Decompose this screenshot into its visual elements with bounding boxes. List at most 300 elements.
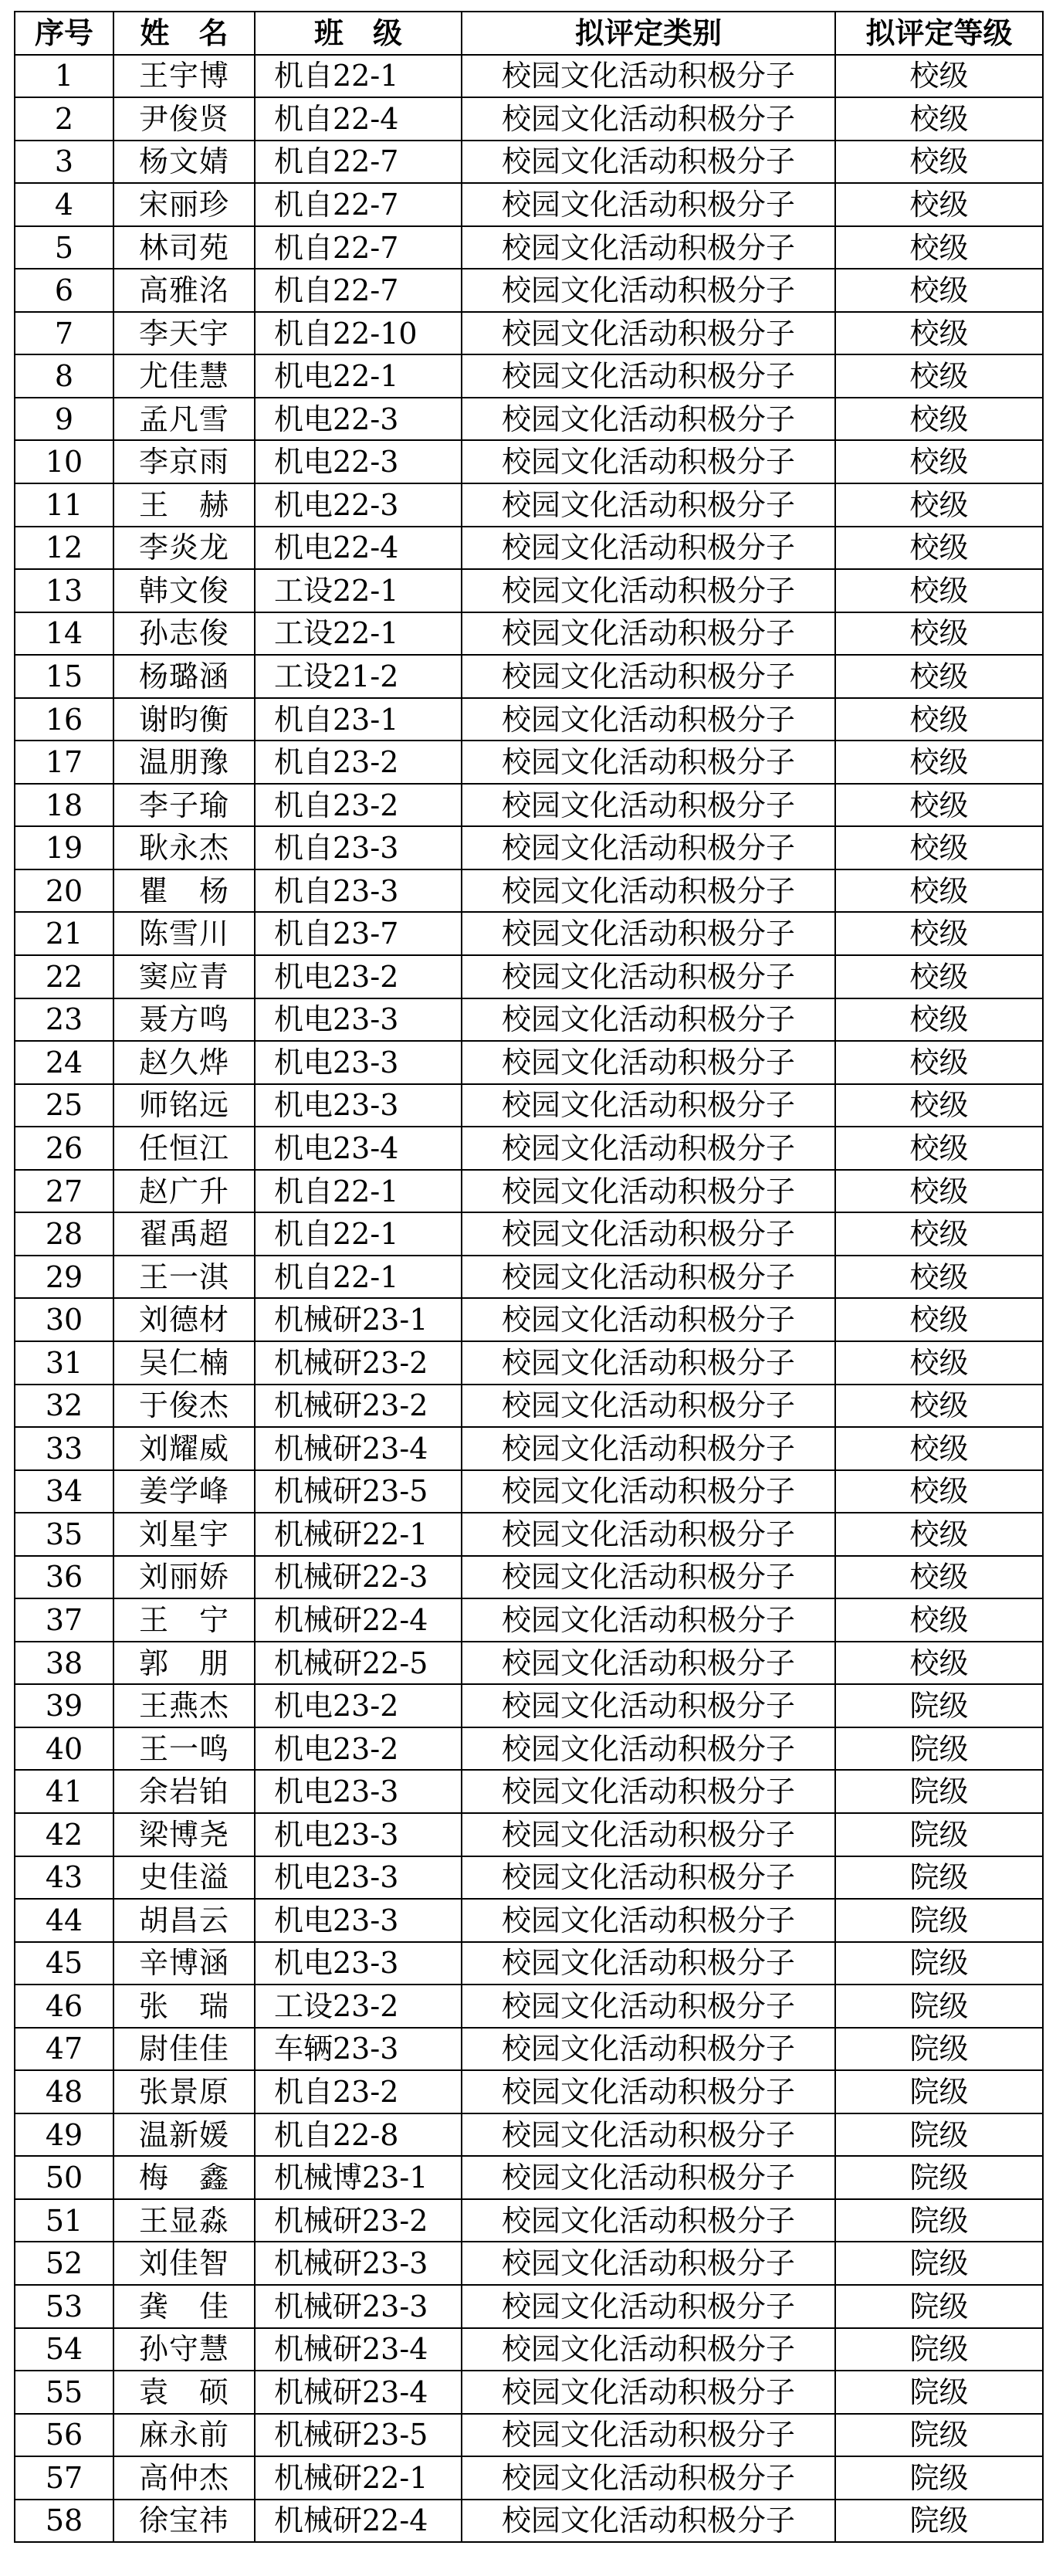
table-body: [15, 55, 1043, 2543]
cell-type: 校园文化活动积极分子: [462, 1427, 835, 1470]
cell-level: 校级: [835, 97, 1043, 141]
table-row: [15, 655, 1043, 698]
cell-no: 22: [15, 955, 113, 998]
cell-level: 校级: [835, 1598, 1043, 1642]
cell-type: 校园文化活动积极分子: [462, 1813, 835, 1856]
table-row: [15, 1770, 1043, 1813]
cell-name: 刘丽娇: [113, 1556, 255, 1599]
cell-name: 李天宇: [113, 312, 255, 355]
cell-no: 16: [15, 698, 113, 741]
cell-no: 1: [15, 55, 113, 98]
cell-no: 51: [15, 2199, 113, 2242]
cell-class: 机自23-7: [255, 912, 462, 955]
cell-no: 35: [15, 1513, 113, 1556]
table-row: [15, 2414, 1043, 2457]
cell-name: 李炎龙: [113, 527, 255, 570]
cell-class: 车辆23-3: [255, 2028, 462, 2071]
cell-no: 58: [15, 2500, 113, 2543]
cell-level: 院级: [835, 2070, 1043, 2113]
cell-name: 谢昀衡: [113, 698, 255, 741]
table-row: [15, 741, 1043, 784]
cell-name: 高雅洺: [113, 269, 255, 312]
cell-level: 院级: [835, 1856, 1043, 1900]
cell-name: 温新媛: [113, 2113, 255, 2157]
table-row: [15, 1427, 1043, 1470]
cell-name: 王燕杰: [113, 1684, 255, 1727]
cell-no: 45: [15, 1942, 113, 1985]
cell-type: 校园文化活动积极分子: [462, 826, 835, 869]
cell-level: 校级: [835, 1513, 1043, 1556]
cell-level: 院级: [835, 1684, 1043, 1727]
cell-no: 53: [15, 2285, 113, 2328]
cell-type: 校园文化活动积极分子: [462, 2371, 835, 2414]
table-row: [15, 1385, 1043, 1428]
cell-level: 院级: [835, 1899, 1043, 1942]
cell-no: 40: [15, 1727, 113, 1771]
cell-type: 校园文化活动积极分子: [462, 1513, 835, 1556]
cell-name: 陈雪川: [113, 912, 255, 955]
cell-no: 15: [15, 655, 113, 698]
table-row: [15, 1556, 1043, 1599]
cell-no: 49: [15, 2113, 113, 2157]
cell-type: 校园文化活动积极分子: [462, 2242, 835, 2285]
table-row: [15, 1170, 1043, 1213]
cell-level: 院级: [835, 1942, 1043, 1985]
cell-type: 校园文化活动积极分子: [462, 2500, 835, 2543]
cell-no: 11: [15, 483, 113, 527]
cell-class: 机械研23-2: [255, 1341, 462, 1385]
cell-no: 38: [15, 1642, 113, 1685]
cell-type: 校园文化活动积极分子: [462, 1856, 835, 1900]
cell-name: 耿永杰: [113, 826, 255, 869]
cell-type: 校园文化活动积极分子: [462, 1470, 835, 1513]
cell-level: 校级: [835, 1427, 1043, 1470]
cell-level: 校级: [835, 869, 1043, 913]
table-row: [15, 1084, 1043, 1127]
table-row: [15, 1813, 1043, 1856]
cell-level: 校级: [835, 226, 1043, 269]
table-row: [15, 2328, 1043, 2371]
cell-no: 12: [15, 527, 113, 570]
cell-type: 校园文化活动积极分子: [462, 569, 835, 612]
cell-class: 机电22-4: [255, 527, 462, 570]
cell-name: 吴仁楠: [113, 1341, 255, 1385]
cell-no: 32: [15, 1385, 113, 1428]
cell-no: 54: [15, 2328, 113, 2371]
cell-name: 聂方鸣: [113, 998, 255, 1042]
cell-level: 院级: [835, 2328, 1043, 2371]
cell-no: 57: [15, 2456, 113, 2500]
cell-type: 校园文化活动积极分子: [462, 141, 835, 184]
cell-no: 10: [15, 440, 113, 483]
cell-no: 47: [15, 2028, 113, 2071]
cell-no: 28: [15, 1212, 113, 1256]
cell-no: 19: [15, 826, 113, 869]
cell-name: 徐宝祎: [113, 2500, 255, 2543]
cell-no: 33: [15, 1427, 113, 1470]
cell-level: 院级: [835, 2500, 1043, 2543]
cell-class: 机械研23-4: [255, 1427, 462, 1470]
table-row: [15, 569, 1043, 612]
cell-no: 4: [15, 183, 113, 226]
cell-class: 机械研23-4: [255, 2371, 462, 2414]
cell-class: 机自23-2: [255, 2070, 462, 2113]
cell-name: 任恒江: [113, 1127, 255, 1170]
cell-no: 5: [15, 226, 113, 269]
cell-type: 校园文化活动积极分子: [462, 2456, 835, 2500]
cell-no: 27: [15, 1170, 113, 1213]
cell-no: 6: [15, 269, 113, 312]
cell-class: 机自23-3: [255, 869, 462, 913]
cell-type: 校园文化活动积极分子: [462, 2156, 835, 2199]
cell-level: 校级: [835, 912, 1043, 955]
cell-class: 机电22-3: [255, 398, 462, 441]
table-row: [15, 440, 1043, 483]
cell-type: 校园文化活动积极分子: [462, 1212, 835, 1256]
cell-no: 52: [15, 2242, 113, 2285]
cell-type: 校园文化活动积极分子: [462, 2028, 835, 2071]
table-row: [15, 55, 1043, 98]
cell-no: 18: [15, 784, 113, 827]
cell-name: 姜学峰: [113, 1470, 255, 1513]
cell-no: 13: [15, 569, 113, 612]
cell-name: 林司苑: [113, 226, 255, 269]
cell-class: 机自22-7: [255, 141, 462, 184]
cell-level: 校级: [835, 612, 1043, 656]
cell-class: 机自23-1: [255, 698, 462, 741]
cell-name: 麻永前: [113, 2414, 255, 2457]
cell-name: 孙志俊: [113, 612, 255, 656]
cell-type: 校园文化活动积极分子: [462, 1684, 835, 1727]
cell-name: 张景原: [113, 2070, 255, 2113]
cell-level: 院级: [835, 2113, 1043, 2157]
cell-class: 机械博23-1: [255, 2156, 462, 2199]
cell-type: 校园文化活动积极分子: [462, 1727, 835, 1771]
table-row: [15, 1298, 1043, 1341]
cell-name: 王 赫: [113, 483, 255, 527]
cell-level: 校级: [835, 826, 1043, 869]
cell-level: 校级: [835, 354, 1043, 398]
cell-type: 校园文化活动积极分子: [462, 1298, 835, 1341]
cell-type: 校园文化活动积极分子: [462, 1985, 835, 2028]
cell-name: 刘耀威: [113, 1427, 255, 1470]
cell-class: 机自22-7: [255, 226, 462, 269]
cell-level: 院级: [835, 2199, 1043, 2242]
cell-level: 院级: [835, 2285, 1043, 2328]
cell-level: 校级: [835, 1470, 1043, 1513]
cell-class: 机电23-3: [255, 1942, 462, 1985]
cell-name: 李京雨: [113, 440, 255, 483]
cell-no: 46: [15, 1985, 113, 2028]
cell-name: 史佳溢: [113, 1856, 255, 1900]
cell-class: 机自22-7: [255, 183, 462, 226]
cell-name: 王宇博: [113, 55, 255, 98]
cell-type: 校园文化活动积极分子: [462, 97, 835, 141]
cell-name: 翟禹超: [113, 1212, 255, 1256]
cell-no: 56: [15, 2414, 113, 2457]
cell-name: 温朋豫: [113, 741, 255, 784]
cell-class: 机械研22-5: [255, 1642, 462, 1685]
roster-table: [14, 11, 1044, 2543]
cell-type: 校园文化活动积极分子: [462, 1556, 835, 1599]
cell-type: 校园文化活动积极分子: [462, 269, 835, 312]
cell-class: 机自23-2: [255, 741, 462, 784]
cell-class: 工设23-2: [255, 1985, 462, 2028]
cell-name: 刘佳智: [113, 2242, 255, 2285]
cell-level: 院级: [835, 2028, 1043, 2071]
cell-level: 院级: [835, 2371, 1043, 2414]
cell-level: 校级: [835, 312, 1043, 355]
cell-level: 院级: [835, 1770, 1043, 1813]
cell-class: 机械研23-1: [255, 1298, 462, 1341]
cell-class: 机电23-3: [255, 1813, 462, 1856]
table-header: [15, 12, 1043, 55]
cell-name: 辛博涵: [113, 1942, 255, 1985]
cell-no: 36: [15, 1556, 113, 1599]
table-row: [15, 1856, 1043, 1900]
cell-level: 校级: [835, 1341, 1043, 1385]
cell-type: 校园文化活动积极分子: [462, 1127, 835, 1170]
table-row: [15, 826, 1043, 869]
cell-name: 宋丽珍: [113, 183, 255, 226]
table-row: [15, 1642, 1043, 1685]
cell-name: 王一鸣: [113, 1727, 255, 1771]
cell-level: 院级: [835, 2242, 1043, 2285]
cell-no: 24: [15, 1041, 113, 1084]
cell-type: 校园文化活动积极分子: [462, 1256, 835, 1299]
table-row: [15, 1212, 1043, 1256]
cell-class: 机自22-1: [255, 1212, 462, 1256]
cell-level: 校级: [835, 569, 1043, 612]
cell-no: 8: [15, 354, 113, 398]
table-row: [15, 955, 1043, 998]
cell-class: 工设21-2: [255, 655, 462, 698]
cell-no: 9: [15, 398, 113, 441]
cell-class: 机自22-10: [255, 312, 462, 355]
cell-name: 龚 佳: [113, 2285, 255, 2328]
cell-level: 校级: [835, 183, 1043, 226]
cell-type: 校园文化活动积极分子: [462, 912, 835, 955]
cell-no: 29: [15, 1256, 113, 1299]
cell-no: 17: [15, 741, 113, 784]
cell-no: 44: [15, 1899, 113, 1942]
cell-level: 校级: [835, 1385, 1043, 1428]
cell-name: 尹俊贤: [113, 97, 255, 141]
cell-name: 尉佳佳: [113, 2028, 255, 2071]
cell-class: 机械研22-4: [255, 2500, 462, 2543]
cell-class: 工设22-1: [255, 612, 462, 656]
table-row: [15, 483, 1043, 527]
cell-level: 校级: [835, 1170, 1043, 1213]
table-row: [15, 1899, 1043, 1942]
cell-type: 校园文化活动积极分子: [462, 2285, 835, 2328]
table-row: [15, 998, 1043, 1042]
table-row: [15, 1985, 1043, 2028]
cell-class: 机械研22-1: [255, 1513, 462, 1556]
cell-name: 韩文俊: [113, 569, 255, 612]
cell-name: 李子瑜: [113, 784, 255, 827]
table-row: [15, 912, 1043, 955]
cell-name: 袁 硕: [113, 2371, 255, 2414]
cell-name: 王一淇: [113, 1256, 255, 1299]
cell-type: 校园文化活动积极分子: [462, 869, 835, 913]
cell-name: 梁博尧: [113, 1813, 255, 1856]
cell-level: 校级: [835, 269, 1043, 312]
table-row: [15, 2456, 1043, 2500]
cell-class: 机自22-1: [255, 55, 462, 98]
cell-name: 杨璐涵: [113, 655, 255, 698]
cell-no: 42: [15, 1813, 113, 1856]
cell-class: 机自22-1: [255, 1256, 462, 1299]
table-row: [15, 1470, 1043, 1513]
cell-name: 高仲杰: [113, 2456, 255, 2500]
cell-type: 校园文化活动积极分子: [462, 226, 835, 269]
cell-level: 校级: [835, 655, 1043, 698]
table-row: [15, 97, 1043, 141]
cell-class: 机电23-2: [255, 1684, 462, 1727]
cell-class: 机械研22-3: [255, 1556, 462, 1599]
cell-name: 窦应青: [113, 955, 255, 998]
cell-name: 尤佳慧: [113, 354, 255, 398]
table-row: [15, 698, 1043, 741]
cell-level: 院级: [835, 2456, 1043, 2500]
cell-class: 机械研22-4: [255, 1598, 462, 1642]
table-row: [15, 1256, 1043, 1299]
cell-type: 校园文化活动积极分子: [462, 1598, 835, 1642]
cell-class: 机电23-3: [255, 1770, 462, 1813]
cell-type: 校园文化活动积极分子: [462, 527, 835, 570]
cell-class: 机械研23-5: [255, 2414, 462, 2457]
cell-level: 校级: [835, 998, 1043, 1042]
table-row: [15, 1127, 1043, 1170]
cell-name: 梅 鑫: [113, 2156, 255, 2199]
cell-class: 机械研23-3: [255, 2242, 462, 2285]
cell-no: 30: [15, 1298, 113, 1341]
cell-name: 赵广升: [113, 1170, 255, 1213]
cell-type: 校园文化活动积极分子: [462, 655, 835, 698]
header-type: 拟评定类别: [462, 12, 835, 55]
cell-name: 刘德材: [113, 1298, 255, 1341]
cell-type: 校园文化活动积极分子: [462, 741, 835, 784]
cell-name: 于俊杰: [113, 1385, 255, 1428]
cell-type: 校园文化活动积极分子: [462, 998, 835, 1042]
cell-level: 校级: [835, 1084, 1043, 1127]
table-row: [15, 354, 1043, 398]
cell-type: 校园文化活动积极分子: [462, 2199, 835, 2242]
table-row: [15, 2285, 1043, 2328]
cell-name: 赵久烨: [113, 1041, 255, 1084]
cell-name: 师铭远: [113, 1084, 255, 1127]
table-row: [15, 312, 1043, 355]
cell-name: 瞿 杨: [113, 869, 255, 913]
cell-class: 机电22-3: [255, 483, 462, 527]
cell-level: 校级: [835, 741, 1043, 784]
cell-type: 校园文化活动积极分子: [462, 1942, 835, 1985]
cell-type: 校园文化活动积极分子: [462, 2328, 835, 2371]
cell-type: 校园文化活动积极分子: [462, 2070, 835, 2113]
cell-level: 校级: [835, 483, 1043, 527]
cell-no: 39: [15, 1684, 113, 1727]
cell-type: 校园文化活动积极分子: [462, 2113, 835, 2157]
cell-type: 校园文化活动积极分子: [462, 55, 835, 98]
cell-name: 张 瑞: [113, 1985, 255, 2028]
cell-level: 校级: [835, 1127, 1043, 1170]
cell-type: 校园文化活动积极分子: [462, 2414, 835, 2457]
cell-level: 校级: [835, 1556, 1043, 1599]
header-level: 拟评定等级: [835, 12, 1043, 55]
cell-class: 机电23-3: [255, 1856, 462, 1900]
cell-level: 院级: [835, 1985, 1043, 2028]
cell-type: 校园文化活动积极分子: [462, 483, 835, 527]
cell-class: 机自22-1: [255, 1170, 462, 1213]
cell-type: 校园文化活动积极分子: [462, 1770, 835, 1813]
cell-type: 校园文化活动积极分子: [462, 698, 835, 741]
cell-type: 校园文化活动积极分子: [462, 354, 835, 398]
header-name: 姓 名: [113, 12, 255, 55]
cell-name: 王显淼: [113, 2199, 255, 2242]
cell-type: 校园文化活动积极分子: [462, 183, 835, 226]
table-row: [15, 141, 1043, 184]
table-row: [15, 398, 1043, 441]
cell-no: 21: [15, 912, 113, 955]
cell-class: 机电23-3: [255, 1899, 462, 1942]
cell-no: 41: [15, 1770, 113, 1813]
cell-level: 校级: [835, 440, 1043, 483]
cell-no: 37: [15, 1598, 113, 1642]
cell-type: 校园文化活动积极分子: [462, 1170, 835, 1213]
table-row: [15, 2028, 1043, 2071]
cell-no: 7: [15, 312, 113, 355]
cell-class: 机械研23-2: [255, 1385, 462, 1428]
cell-name: 杨文婧: [113, 141, 255, 184]
cell-class: 机电23-2: [255, 955, 462, 998]
cell-no: 20: [15, 869, 113, 913]
cell-level: 校级: [835, 527, 1043, 570]
cell-class: 机电23-4: [255, 1127, 462, 1170]
table-row: [15, 2156, 1043, 2199]
cell-type: 校园文化活动积极分子: [462, 440, 835, 483]
cell-no: 25: [15, 1084, 113, 1127]
cell-level: 校级: [835, 1256, 1043, 1299]
cell-level: 校级: [835, 1212, 1043, 1256]
table-row: [15, 612, 1043, 656]
cell-type: 校园文化活动积极分子: [462, 398, 835, 441]
table-row: [15, 1513, 1043, 1556]
table-row: [15, 269, 1043, 312]
cell-level: 校级: [835, 398, 1043, 441]
table-row: [15, 226, 1043, 269]
table-row: [15, 2070, 1043, 2113]
cell-class: 机械研23-5: [255, 1470, 462, 1513]
cell-level: 校级: [835, 784, 1043, 827]
header-no: 序号: [15, 12, 113, 55]
cell-class: 机电23-3: [255, 1041, 462, 1084]
cell-name: 孙守慧: [113, 2328, 255, 2371]
table-row: [15, 2199, 1043, 2242]
cell-class: 机自23-3: [255, 826, 462, 869]
table-row: [15, 2500, 1043, 2543]
cell-class: 机电23-3: [255, 1084, 462, 1127]
cell-type: 校园文化活动积极分子: [462, 955, 835, 998]
cell-class: 机械研23-3: [255, 2285, 462, 2328]
cell-type: 校园文化活动积极分子: [462, 312, 835, 355]
cell-type: 校园文化活动积极分子: [462, 1041, 835, 1084]
cell-level: 校级: [835, 1298, 1043, 1341]
cell-class: 机自23-2: [255, 784, 462, 827]
cell-name: 郭 朋: [113, 1642, 255, 1685]
cell-type: 校园文化活动积极分子: [462, 784, 835, 827]
cell-level: 院级: [835, 1813, 1043, 1856]
